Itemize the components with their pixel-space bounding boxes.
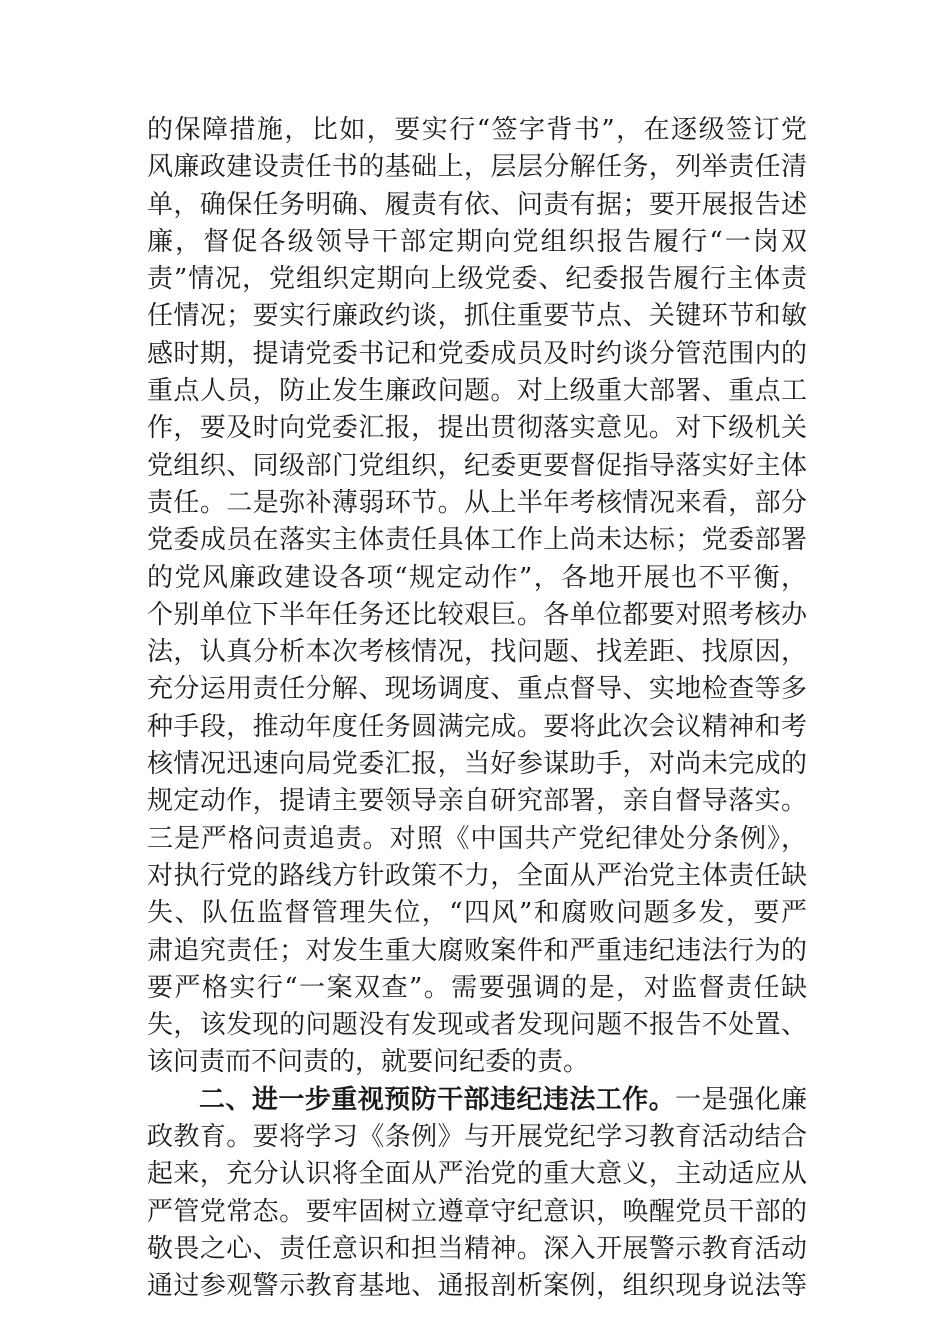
text-line: 感时期，提请党委书记和党委成员及时约谈分管范围内的: [147, 338, 807, 369]
text-line: 敬畏之心、责任意识和担当精神。深入开展警示教育活动: [147, 1233, 807, 1264]
text-line: 核情况迅速向局党委汇报，当好参谋助手，对尚未完成的: [147, 749, 807, 780]
section-heading: 二、进一步重视预防干部违纪违法工作。: [199, 1084, 676, 1115]
text-line: 要严格实行“一案双查”。需要强调的是，对监督责任缺: [147, 972, 807, 1003]
text-line: 单，确保任务明确、履责有依、问责有据；要开展报告述: [147, 189, 807, 220]
text-line: 肃追究责任；对发生重大腐败案件和严重违纪违法行为的: [147, 935, 807, 966]
text-line: 规定动作，提请主要领导亲自研究部署，亲自督导落实。: [147, 786, 807, 817]
text-line: 失，该发现的问题没有发现或者发现问题不报告不处置、: [147, 1010, 807, 1041]
document-body: [147, 112, 807, 1306]
text-line: 党组织、同级部门党组织，纪委更要督促指导落实好主体: [147, 450, 807, 481]
text-line: 政教育。要将学习《条例》与开展党纪学习教育活动结合: [147, 1122, 807, 1153]
text-line: 党委成员在落实主体责任具体工作上尚未达标；党委部署: [147, 525, 807, 556]
text-line: 严管党常态。要牢固树立遵章守纪意识，唤醒党员干部的: [147, 1196, 807, 1227]
text-line: 任情况；要实行廉政约谈，抓住重要节点、关键环节和敏: [147, 301, 807, 332]
text-line: 三是严格问责追责。对照《中国共产党纪律处分条例》，: [147, 823, 807, 854]
text-line: 责任。二是弥补薄弱环节。从上半年考核情况来看，部分: [147, 487, 807, 518]
text-line: 失、队伍监督管理失位，“四风”和腐败问题多发，要严: [147, 898, 807, 929]
text-line: 风廉政建设责任书的基础上，层层分解任务，列举责任清: [147, 152, 807, 183]
text-line: 对执行党的路线方针政策不力，全面从严治党主体责任缺: [147, 860, 807, 891]
text-line: 的保障措施，比如，要实行“签字背书”，在逐级签订党: [147, 115, 807, 145]
text-line: 充分运用责任分解、现场调度、重点督导、实地检查等多: [147, 674, 807, 705]
text-line: 重点人员，防止发生廉政问题。对上级重大部署、重点工: [147, 376, 807, 407]
text-line: 廉，督促各级领导干部定期向党组织报告履行“一岗双: [147, 226, 807, 257]
text-line: 的党风廉政建设各项“规定动作”，各地开展也不平衡，: [147, 562, 807, 593]
text-line: 责”情况，党组织定期向上级党委、纪委报告履行主体责: [147, 264, 807, 295]
section-heading-line: [147, 1082, 807, 1119]
section-heading-rest: 一是强化廉: [675, 1084, 807, 1115]
text-line: 起来，充分认识将全面从严治党的重大意义，主动适应从: [147, 1159, 807, 1190]
text-line: 通过参观警示教育基地、通报剖析案例，组织现身说法等: [147, 1271, 807, 1302]
text-line: 作，要及时向党委汇报，提出贯彻落实意见。对下级机关: [147, 413, 807, 444]
text-line: 个别单位下半年任务还比较艰巨。各单位都要对照考核办: [147, 599, 807, 630]
text-line: 法，认真分析本次考核情况，找问题、找差距、找原因，: [147, 637, 807, 668]
text-line: 该问责而不问责的，就要问纪委的责。: [147, 1047, 590, 1078]
text-line: 种手段，推动年度任务圆满完成。要将此次会议精神和考: [147, 711, 807, 742]
